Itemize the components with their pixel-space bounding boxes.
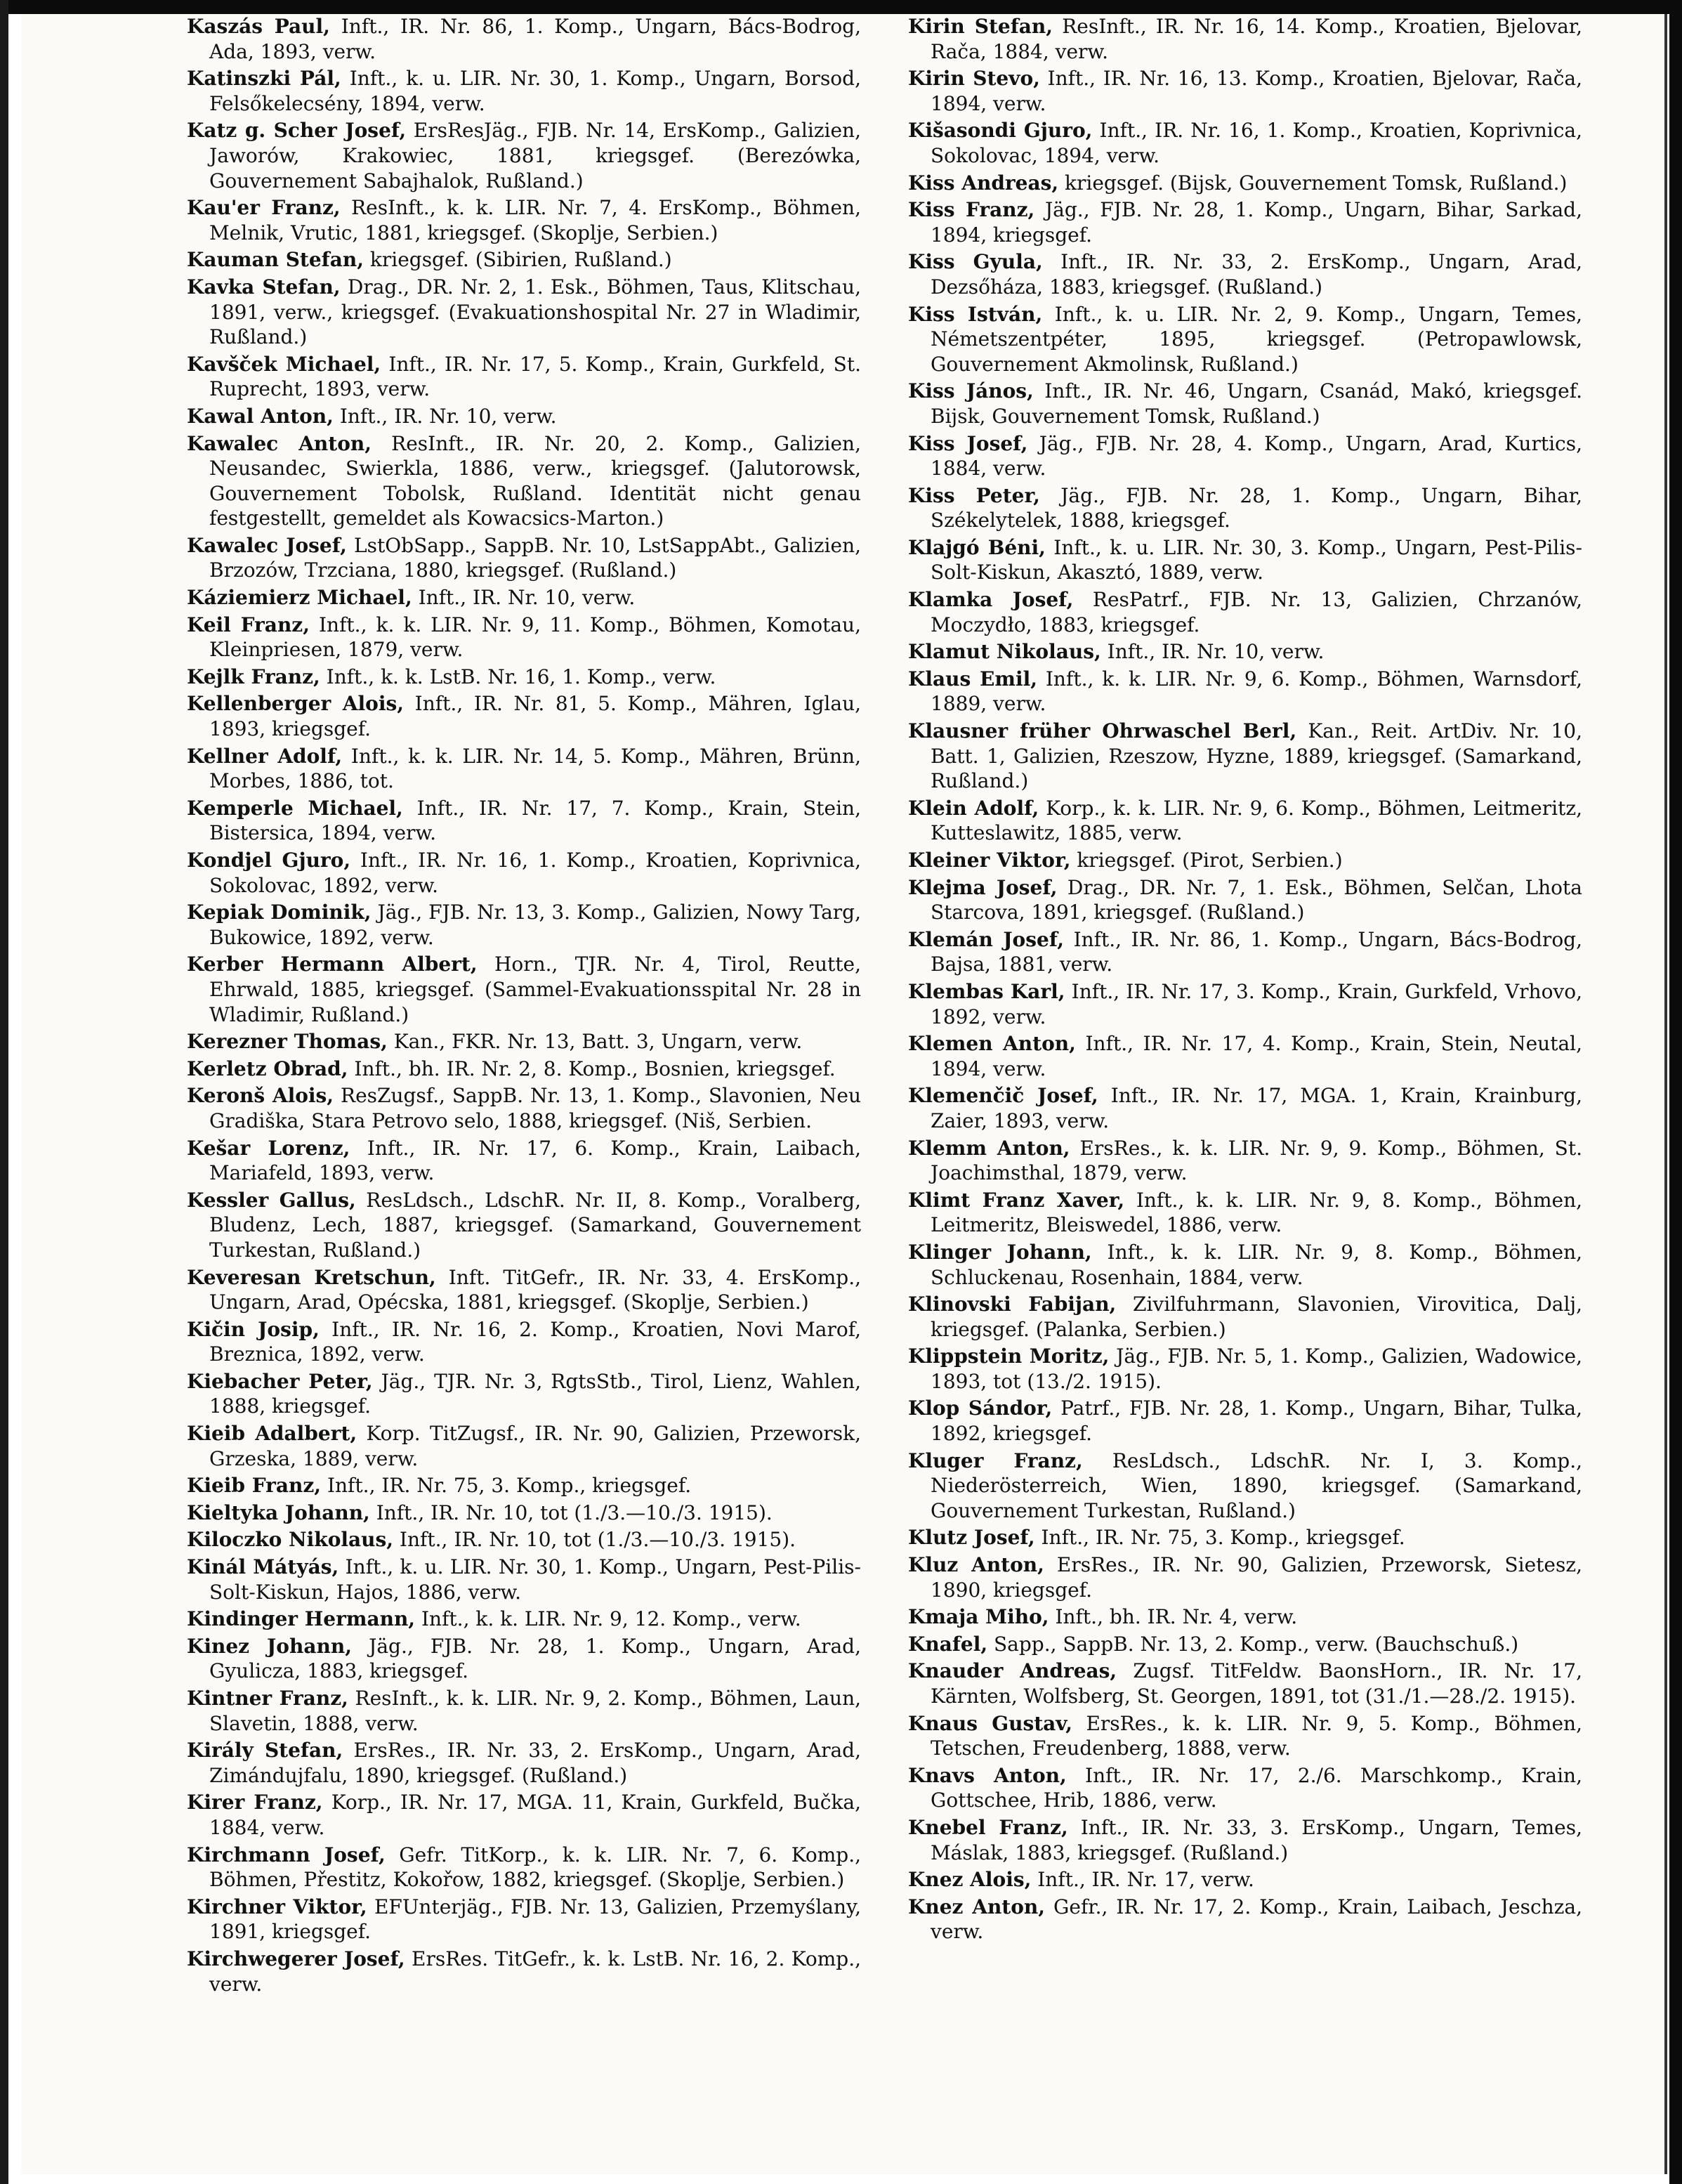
entry-name: Kiebacher Peter, <box>187 1369 373 1393</box>
entry-name: Klemm Anton, <box>908 1136 1070 1160</box>
list-entry <box>908 535 1582 585</box>
entry-name: Kiss István, <box>908 302 1043 326</box>
entry-name: Kawal Anton, <box>187 404 334 428</box>
list-entry <box>908 1083 1582 1133</box>
document-page <box>21 14 1667 2174</box>
entry-name: Kindinger Hermann, <box>187 1607 416 1631</box>
entry-name: Knafel, <box>908 1632 988 1656</box>
list-entry <box>908 483 1582 533</box>
list-entry <box>187 1843 861 1892</box>
entry-details: Inft., k. k. LIR. Nr. 9, 8. Komp., Böhmen, Leitmeritz, Bleiswedel, 1886, verw. <box>931 1188 1582 1237</box>
list-entry <box>187 1057 861 1082</box>
entry-name: Keveresan Kretschun, <box>187 1265 436 1289</box>
entry-details: kriegsgef. (Pirot, Serbien.) <box>1077 849 1343 872</box>
list-entry <box>908 979 1582 1029</box>
list-entry <box>908 1136 1582 1186</box>
entry-name: Kirchmann Josef, <box>187 1843 386 1866</box>
list-entry <box>187 533 861 583</box>
list-entry <box>187 1317 861 1367</box>
entry-details: ErsRes., k. k. LIR. Nr. 9, 5. Komp., Böhmen, Tetschen, Freudenberg, 1888, verw. <box>931 1711 1582 1760</box>
list-entry <box>187 585 861 610</box>
entry-name: Káziemierz Michael, <box>187 586 412 610</box>
entry-details: Inft., IR. Nr. 10, verw. <box>1107 640 1325 664</box>
entry-name: Kiss Franz, <box>908 198 1035 222</box>
entry-name: Klamka Josef, <box>908 588 1074 612</box>
entry-details: Inft., k. k. LIR. Nr. 14, 5. Komp., Mähren, Brünn, Morbes, 1886, tot. <box>209 744 861 793</box>
entry-details: Inft., IR. Nr. 17, 7. Komp., Krain, Stein, Bistersica, 1894, verw. <box>209 796 861 845</box>
list-entry <box>908 875 1582 925</box>
list-entry <box>908 587 1582 637</box>
entry-details: ErsRes., IR. Nr. 90, Galizien, Przeworsk, Sietesz, 1890, kriegsgef. <box>931 1553 1582 1602</box>
list-entry <box>187 247 861 273</box>
list-entry <box>187 613 861 662</box>
entry-details: Inft., IR. Nr. 86, 1. Komp., Ungarn, Bács-Bodrog, Bajsa, 1881, verw. <box>931 927 1582 976</box>
entry-name: Kau'er Franz, <box>187 196 341 220</box>
entry-name: Kinez Johann, <box>187 1634 352 1658</box>
entry-name: Kluz Anton, <box>908 1553 1044 1577</box>
list-entry <box>187 1738 861 1788</box>
entry-name: Kavka Stefan, <box>187 275 341 299</box>
entry-name: Katz g. Scher Josef, <box>187 119 407 143</box>
entry-name: Király Stefan, <box>187 1739 343 1763</box>
entry-name: Knavs Anton, <box>908 1763 1067 1787</box>
entry-details: Patrf., FJB. Nr. 28, 1. Komp., Ungarn, Bihar, Tulka, 1892, kriegsgef. <box>931 1397 1582 1446</box>
entry-details: Zivilfuhrmann, Slavonien, Virovitica, Dalj, kriegsgef. (Palanka, Serbien.) <box>931 1293 1582 1341</box>
entry-details: Inft., IR. Nr. 33, 2. ErsKomp., Ungarn, Arad, Dezsőháza, 1883, kriegsgef. (Rußland.) <box>931 250 1582 299</box>
entry-name: Kerber Hermann Albert, <box>187 953 478 976</box>
entry-details: Inft., IR. Nr. 16, 13. Komp., Kroatien, Bjelovar, Rača, 1894, verw. <box>931 67 1582 115</box>
entry-name: Klippstein Moritz, <box>908 1345 1110 1368</box>
list-entry <box>908 1449 1582 1524</box>
entry-details: ResInft., k. k. LIR. Nr. 9, 2. Komp., Böhmen, Laun, Slavetin, 1888, verw. <box>209 1687 862 1735</box>
entry-details: Horn., TJR. Nr. 4, Tirol, Reutte, Ehrwald, 1885, kriegsgef. (Sammel-Evakuationsspital Nr. 28 in Wladimir, Rußland.) <box>209 953 861 1026</box>
entry-name: Knaus Gustav, <box>908 1711 1073 1735</box>
list-entry <box>908 1632 1582 1657</box>
entry-details: Inft., IR. Nr. 17, 2./6. Marschkomp., Krain, Gottschee, Hrib, 1886, verw. <box>931 1763 1582 1812</box>
list-entry <box>908 1344 1582 1394</box>
entry-details: Inft., IR. Nr. 10, verw. <box>339 404 557 428</box>
entry-name: Kerezner Thomas, <box>187 1030 388 1054</box>
list-entry <box>187 1188 861 1263</box>
entry-details: Sapp., SappB. Nr. 13, 2. Komp., verw. (Bauchschuß.) <box>994 1632 1519 1656</box>
list-entry <box>187 1607 861 1632</box>
entry-details: Inft., IR. Nr. 10, verw. <box>418 586 636 610</box>
list-entry <box>187 14 861 64</box>
entry-details: Inft., k. k. LIR. Nr. 9, 11. Komp., Böhmen, Komotau, Kleinpriesen, 1879, verw. <box>209 613 861 662</box>
list-entry <box>187 66 861 116</box>
list-entry <box>908 927 1582 977</box>
list-entry <box>187 1634 861 1684</box>
entry-details: Inft., IR. Nr. 10, tot (1./3.—10./3. 1915). <box>376 1500 773 1524</box>
entry-details: ResInft., IR. Nr. 20, 2. Komp., Galizien, Neusandec, Swierkla, 1886, verw., kriegsgef. (Jalutorowsk, Gouvernement Tobolsk, Rußland. Identität nicht genau festgestellt, gemeldet als Kowacsics-Marton.) <box>209 431 861 530</box>
entry-details: Jäg., FJB. Nr. 28, 1. Komp., Ungarn, Arad, Gyulicza, 1883, kriegsgef. <box>209 1634 861 1683</box>
entry-name: Klaus Emil, <box>908 667 1037 691</box>
list-entry <box>187 195 861 245</box>
entry-name: Kešar Lorenz, <box>187 1136 350 1160</box>
entry-name: Kiss Gyula, <box>908 250 1043 274</box>
list-entry <box>908 667 1582 717</box>
list-entry <box>908 639 1582 665</box>
entry-name: Kondjel Gjuro, <box>187 849 351 872</box>
list-entry <box>187 1790 861 1840</box>
entry-name: Klutz Josef, <box>908 1526 1035 1550</box>
entry-details: ResZugsf., SappB. Nr. 13, 1. Komp., Slavonien, Neu Gradiška, Stara Petrovo selo, 1888, kriegsgef. (Niš, Serbien. <box>209 1084 861 1132</box>
entry-name: Katinszki Pál, <box>187 67 341 91</box>
entry-details: Inft., k. u. LIR. Nr. 30, 1. Komp., Ungarn, Pest-Pilis-Solt-Kiskun, Hajos, 1886, verw. <box>209 1555 862 1604</box>
list-entry <box>908 249 1582 299</box>
entry-name: Kinál Mátyás, <box>187 1555 339 1579</box>
entry-name: Kawalec Anton, <box>187 431 372 455</box>
list-entry <box>908 197 1582 247</box>
entry-details: Korp., k. k. LIR. Nr. 9, 6. Komp., Böhmen, Leitmeritz, Kutteslawitz, 1885, verw. <box>931 796 1582 845</box>
entry-details: EFUnterjäg., FJB. Nr. 13, Galizien, Przemyślany, 1891, kriegsgef. <box>209 1895 861 1944</box>
entry-name: Knez Alois, <box>908 1868 1032 1892</box>
list-entry <box>908 379 1582 429</box>
list-entry <box>187 744 861 794</box>
list-entry <box>908 796 1582 846</box>
entry-name: Klemán Josef, <box>908 927 1064 951</box>
list-entry <box>187 1136 861 1186</box>
entry-name: Kluger Franz, <box>908 1449 1083 1472</box>
entry-details: Inft., k. k. LIR. Nr. 9, 6. Komp., Böhmen, Warnsdorf, 1889, verw. <box>931 667 1582 716</box>
list-entry <box>187 1265 861 1315</box>
entry-name: Kepiak Dominik, <box>187 901 372 924</box>
list-entry <box>187 275 861 350</box>
entry-details: ResLdsch., LdschR. Nr. II, 8. Komp., Voralberg, Bludenz, Lech, 1887, kriegsgef. (Samarkand, Gouvernement Turkestan, Rußland.) <box>209 1188 861 1262</box>
right-column <box>908 14 1582 1947</box>
entry-name: Kauman Stefan, <box>187 248 364 272</box>
entry-name: Klimt Franz Xaver, <box>908 1188 1125 1212</box>
list-entry <box>908 1292 1582 1342</box>
entry-details: Inft., k. k. LIR. Nr. 9, 8. Komp., Böhmen, Schluckenau, Rosenhain, 1884, verw. <box>931 1240 1583 1289</box>
entry-details: Korp., IR. Nr. 17, MGA. 11, Krain, Gurkfeld, Bučka, 1884, verw. <box>209 1791 862 1839</box>
entry-name: Klinovski Fabijan, <box>908 1293 1117 1316</box>
entry-details: Inft., bh. IR. Nr. 4, verw. <box>1055 1605 1298 1629</box>
entry-details: ErsRes., k. k. LIR. Nr. 9, 9. Komp., Böhmen, St. Joachimsthal, 1879, verw. <box>931 1136 1582 1185</box>
list-entry <box>908 1711 1582 1761</box>
entry-name: Kawalec Josef, <box>187 533 347 557</box>
entry-name: Klajgó Béni, <box>908 535 1046 559</box>
entry-name: Kleiner Viktor, <box>908 849 1071 872</box>
scan-border-left <box>0 0 8 2184</box>
list-entry <box>908 1188 1582 1238</box>
list-entry <box>187 1029 861 1054</box>
entry-name: Kieib Franz, <box>187 1474 322 1498</box>
entry-details: Inft., IR. Nr. 17, 3. Komp., Krain, Gurkfeld, Vrhovo, 1892, verw. <box>931 979 1582 1028</box>
entry-details: Inft., k. u. LIR. Nr. 2, 9. Komp., Ungarn, Temes, Németszentpéter, 1895, kriegsgef. (Petropawlowsk, Gouvernement Akmolinsk, Rußland.) <box>931 302 1582 376</box>
entry-name: Klop Sándor, <box>908 1397 1053 1420</box>
list-entry <box>908 14 1582 64</box>
list-entry <box>908 431 1582 481</box>
list-entry <box>187 1083 861 1133</box>
entry-name: Kessler Gallus, <box>187 1188 356 1212</box>
entry-details: ErsRes., IR. Nr. 33, 2. ErsKomp., Ungarn, Arad, Zimándujfalu, 1890, kriegsgef. (Rußland.) <box>209 1739 861 1787</box>
entry-details: Inft., IR. Nr. 17, 4. Komp., Krain, Stein, Neutal, 1894, verw. <box>931 1032 1582 1080</box>
entry-details: ResInft., IR. Nr. 16, 14. Komp., Kroatien, Bjelovar, Rača, 1884, verw. <box>931 15 1583 63</box>
entry-name: Knebel Franz, <box>908 1815 1068 1839</box>
list-entry <box>187 900 861 950</box>
entry-name: Knez Anton, <box>908 1895 1046 1918</box>
entry-details: Inft., IR. Nr. 81, 5. Komp., Mähren, Iglau, 1893, kriegsgef. <box>209 692 861 741</box>
entry-details: Drag., DR. Nr. 7, 1. Esk., Böhmen, Selčan, Lhota Starcova, 1891, kriegsgef. (Rußland.) <box>931 875 1582 924</box>
entry-details: Inft., k. u. LIR. Nr. 30, 3. Komp., Ungarn, Pest-Pilis-Solt-Kiskun, Akasztó, 1889, verw. <box>931 535 1583 584</box>
list-entry <box>187 1500 861 1526</box>
entry-name: Kiss János, <box>908 379 1034 403</box>
list-entry <box>908 1604 1582 1630</box>
list-entry <box>187 952 861 1027</box>
entry-name: Klemenčič Josef, <box>908 1084 1098 1108</box>
entry-details: Kan., FKR. Nr. 13, Batt. 3, Ungarn, verw. <box>393 1030 803 1054</box>
left-column <box>187 14 861 1999</box>
entry-details: Kan., Reit. ArtDiv. Nr. 10, Batt. 1, Galizien, Rzeszow, Hyzne, 1889, kriegsgef. (Samarkand, Rußland.) <box>931 719 1582 793</box>
entry-details: Gefr. TitKorp., k. k. LIR. Nr. 7, 6. Komp., Böhmen, Přestitz, Kokořow, 1882, kriegsgef. (Skoplje, Serbien.) <box>209 1843 862 1892</box>
list-entry <box>908 1895 1582 1944</box>
entry-name: Kavšček Michael, <box>187 352 381 376</box>
list-entry <box>187 1473 861 1498</box>
list-entry <box>187 665 861 690</box>
entry-name: Kirer Franz, <box>187 1791 323 1814</box>
entry-name: Klejma Josef, <box>908 875 1058 899</box>
entry-name: Kirchner Viktor, <box>187 1895 367 1918</box>
entry-details: Jäg., FJB. Nr. 5, 1. Komp., Galizien, Wadowice, 1893, tot (13./2. 1915). <box>931 1345 1582 1393</box>
list-entry <box>908 1525 1582 1550</box>
entry-name: Kiloczko Nikolaus, <box>187 1528 394 1552</box>
list-entry <box>908 1815 1582 1865</box>
entry-details: Inft., k. k. LIR. Nr. 9, 12. Komp., verw. <box>421 1607 801 1631</box>
list-entry <box>908 1659 1582 1708</box>
entry-details: Jäg., FJB. Nr. 28, 1. Komp., Ungarn, Bihar, Székelytelek, 1888, kriegsgef. <box>931 483 1583 532</box>
entry-name: Kaszás Paul, <box>187 15 330 38</box>
entry-details: Inft., IR. Nr. 16, 1. Komp., Kroatien, Koprivnica, Sokolovac, 1894, verw. <box>931 119 1582 167</box>
list-entry <box>187 352 861 402</box>
list-entry <box>187 796 861 846</box>
list-entry <box>908 719 1582 794</box>
entry-name: Kirin Stevo, <box>908 67 1040 91</box>
scan-border-top <box>0 0 1682 14</box>
entry-name: Kerletz Obrad, <box>187 1057 348 1080</box>
entry-details: Inft., IR. Nr. 75, 3. Komp., kriegsgef. <box>327 1474 692 1498</box>
entry-details: Inft., IR. Nr. 33, 3. ErsKomp., Ungarn, Temes, Máslak, 1883, kriegsgef. (Rußland.) <box>931 1815 1582 1864</box>
list-entry <box>187 1555 861 1604</box>
entry-details: ResLdsch., LdschR. Nr. I, 3. Komp., Niederösterreich, Wien, 1890, kriegsgef. (Samarkand, Gouvernement Turkestan, Rußland.) <box>931 1449 1583 1522</box>
entry-name: Kellner Adolf, <box>187 744 343 768</box>
entry-details: Inft., IR. Nr. 17, MGA. 1, Krain, Krainburg, Zaier, 1893, verw. <box>931 1084 1582 1132</box>
entry-name: Kemperle Michael, <box>187 796 403 820</box>
entry-name: Knauder Andreas, <box>908 1659 1117 1683</box>
entry-details: Inft., IR. Nr. 46, Ungarn, Csanád, Makó, kriegsgef. Bijsk, Gouvernement Tomsk, Rußland.) <box>931 379 1582 428</box>
entry-name: Kiss Andreas, <box>908 171 1059 195</box>
list-entry <box>187 404 861 429</box>
entry-name: Kellenberger Alois, <box>187 692 404 716</box>
entry-details: Inft. TitGefr., IR. Nr. 33, 4. ErsKomp., Ungarn, Arad, Opécska, 1881, kriegsgef. (Skoplje, Serbien.) <box>209 1265 861 1314</box>
list-entry <box>908 1763 1582 1813</box>
entry-name: Klamut Nikolaus, <box>908 640 1101 664</box>
entry-details: Jäg., TJR. Nr. 3, RgtsStb., Tirol, Lienz, Wahlen, 1888, kriegsgef. <box>209 1369 861 1418</box>
list-entry <box>908 1396 1582 1446</box>
list-entry <box>187 691 861 741</box>
entry-details: Jäg., FJB. Nr. 28, 4. Komp., Ungarn, Arad, Kurtics, 1884, verw. <box>931 431 1583 480</box>
list-entry <box>908 66 1582 116</box>
list-entry <box>908 1867 1582 1892</box>
entry-name: Kieltyka Johann, <box>187 1500 370 1524</box>
entry-name: Keil Franz, <box>187 613 310 636</box>
entry-details: Inft., IR. Nr. 16, 1. Komp., Kroatien, Koprivnica, Sokolovac, 1892, verw. <box>209 849 861 897</box>
entry-details: Inft., bh. IR. Nr. 2, 8. Komp., Bosnien, kriegsgef. <box>354 1057 836 1080</box>
entry-details: ErsResJäg., FJB. Nr. 14, ErsKomp., Galizien, Jaworów, Krakowiec, 1881, kriegsgef. (Berezówka, Gouvernement Sabajhalok, Rußland.) <box>209 119 861 192</box>
entry-details: kriegsgef. (Bijsk, Gouvernement Tomsk, Rußland.) <box>1065 171 1568 195</box>
entry-name: Klembas Karl, <box>908 979 1065 1003</box>
entry-name: Kiss Josef, <box>908 431 1028 455</box>
list-entry <box>908 1240 1582 1290</box>
list-entry <box>187 1947 861 1996</box>
entry-details: Inft., k. u. LIR. Nr. 30, 1. Komp., Ungarn, Borsod, Felsőkelecsény, 1894, verw. <box>209 67 861 115</box>
entry-details: kriegsgef. (Sibirien, Rußland.) <box>369 248 672 272</box>
entry-name: Kmaja Miho, <box>908 1605 1049 1629</box>
entry-name: Kiss Peter, <box>908 483 1040 507</box>
entry-name: Kejlk Franz, <box>187 665 320 688</box>
entry-name: Kirchwegerer Josef, <box>187 1947 405 1970</box>
entry-details: Inft., IR. Nr. 16, 2. Komp., Kroatien, Novi Marof, Breznica, 1892, verw. <box>209 1317 861 1366</box>
list-entry <box>908 302 1582 377</box>
list-entry <box>908 1031 1582 1081</box>
entry-details: Jäg., FJB. Nr. 13, 3. Komp., Galizien, Nowy Targ, Bukowice, 1892, verw. <box>209 901 861 949</box>
list-entry <box>187 431 861 531</box>
entry-details: Zugsf. TitFeldw. BaonsHorn., IR. Nr. 17, Kärnten, Wolfsberg, St. Georgen, 1891, tot (31./1.—28./2. 1915). <box>931 1659 1582 1708</box>
list-entry <box>908 1552 1582 1602</box>
list-entry <box>908 171 1582 196</box>
entry-details: Gefr., IR. Nr. 17, 2. Komp., Krain, Laibach, Jeschza, verw. <box>931 1895 1583 1944</box>
entry-details: Inft., IR. Nr. 17, 6. Komp., Krain, Laibach, Mariafeld, 1893, verw. <box>209 1136 861 1185</box>
scan-border-right <box>1669 0 1682 2184</box>
entry-name: Kišasondi Gjuro, <box>908 119 1093 143</box>
entry-details: Inft., IR. Nr. 17, verw. <box>1037 1868 1254 1892</box>
entry-name: Kieib Adalbert, <box>187 1422 357 1446</box>
list-entry <box>908 848 1582 873</box>
list-entry <box>187 1527 861 1552</box>
entry-name: Keronš Alois, <box>187 1084 334 1108</box>
entry-name: Kintner Franz, <box>187 1687 348 1710</box>
entry-name: Kičin Josip, <box>187 1317 320 1341</box>
entry-details: Inft., k. k. LstB. Nr. 16, 1. Komp., verw. <box>326 665 716 688</box>
entry-details: ErsRes. TitGefr., k. k. LstB. Nr. 16, 2. Komp., verw. <box>209 1947 862 1996</box>
entry-name: Klemen Anton, <box>908 1032 1076 1056</box>
entry-details: ResPatrf., FJB. Nr. 13, Galizien, Chrzanów, Moczydło, 1883, kriegsgef. <box>931 588 1582 636</box>
entry-name: Klein Adolf, <box>908 796 1039 820</box>
entry-details: Inft., IR. Nr. 75, 3. Komp., kriegsgef. <box>1041 1526 1405 1550</box>
entry-name: Klinger Johann, <box>908 1240 1092 1264</box>
entry-details: Jäg., FJB. Nr. 28, 1. Komp., Ungarn, Bihar, Sarkad, 1894, kriegsgef. <box>931 198 1582 247</box>
list-entry <box>187 1686 861 1736</box>
list-entry <box>908 118 1582 168</box>
entry-details: ResInft., k. k. LIR. Nr. 7, 4. ErsKomp., Böhmen, Melnik, Vrutic, 1881, kriegsgef. (Skoplje, Serbien.) <box>209 196 861 244</box>
list-entry <box>187 1369 861 1419</box>
entry-details: Inft., IR. Nr. 86, 1. Komp., Ungarn, Bács-Bodrog, Ada, 1893, verw. <box>209 15 862 63</box>
list-entry <box>187 848 861 898</box>
entry-name: Klausner früher Ohrwaschel Berl, <box>908 719 1297 743</box>
entry-details: Korp. TitZugsf., IR. Nr. 90, Galizien, Przeworsk, Grzeska, 1889, verw. <box>209 1422 861 1470</box>
entry-details: Drag., DR. Nr. 2, 1. Esk., Böhmen, Taus, Klitschau, 1891, verw., kriegsgef. (Evakuationshospital Nr. 27 in Wladimir, Rußland.) <box>209 275 861 349</box>
entry-name: Kirin Stefan, <box>908 15 1053 38</box>
list-entry <box>187 1421 861 1471</box>
entry-details: LstObSapp., SappB. Nr. 10, LstSappAbt., Galizien, Brzozów, Trzciana, 1880, kriegsgef. (Rußland.) <box>209 533 862 582</box>
list-entry <box>187 118 861 193</box>
list-entry <box>187 1895 861 1944</box>
entry-details: Inft., IR. Nr. 17, 5. Komp., Krain, Gurkfeld, St. Ruprecht, 1893, verw. <box>209 352 861 401</box>
entry-details: Inft., IR. Nr. 10, tot (1./3.—10./3. 1915). <box>399 1528 796 1552</box>
